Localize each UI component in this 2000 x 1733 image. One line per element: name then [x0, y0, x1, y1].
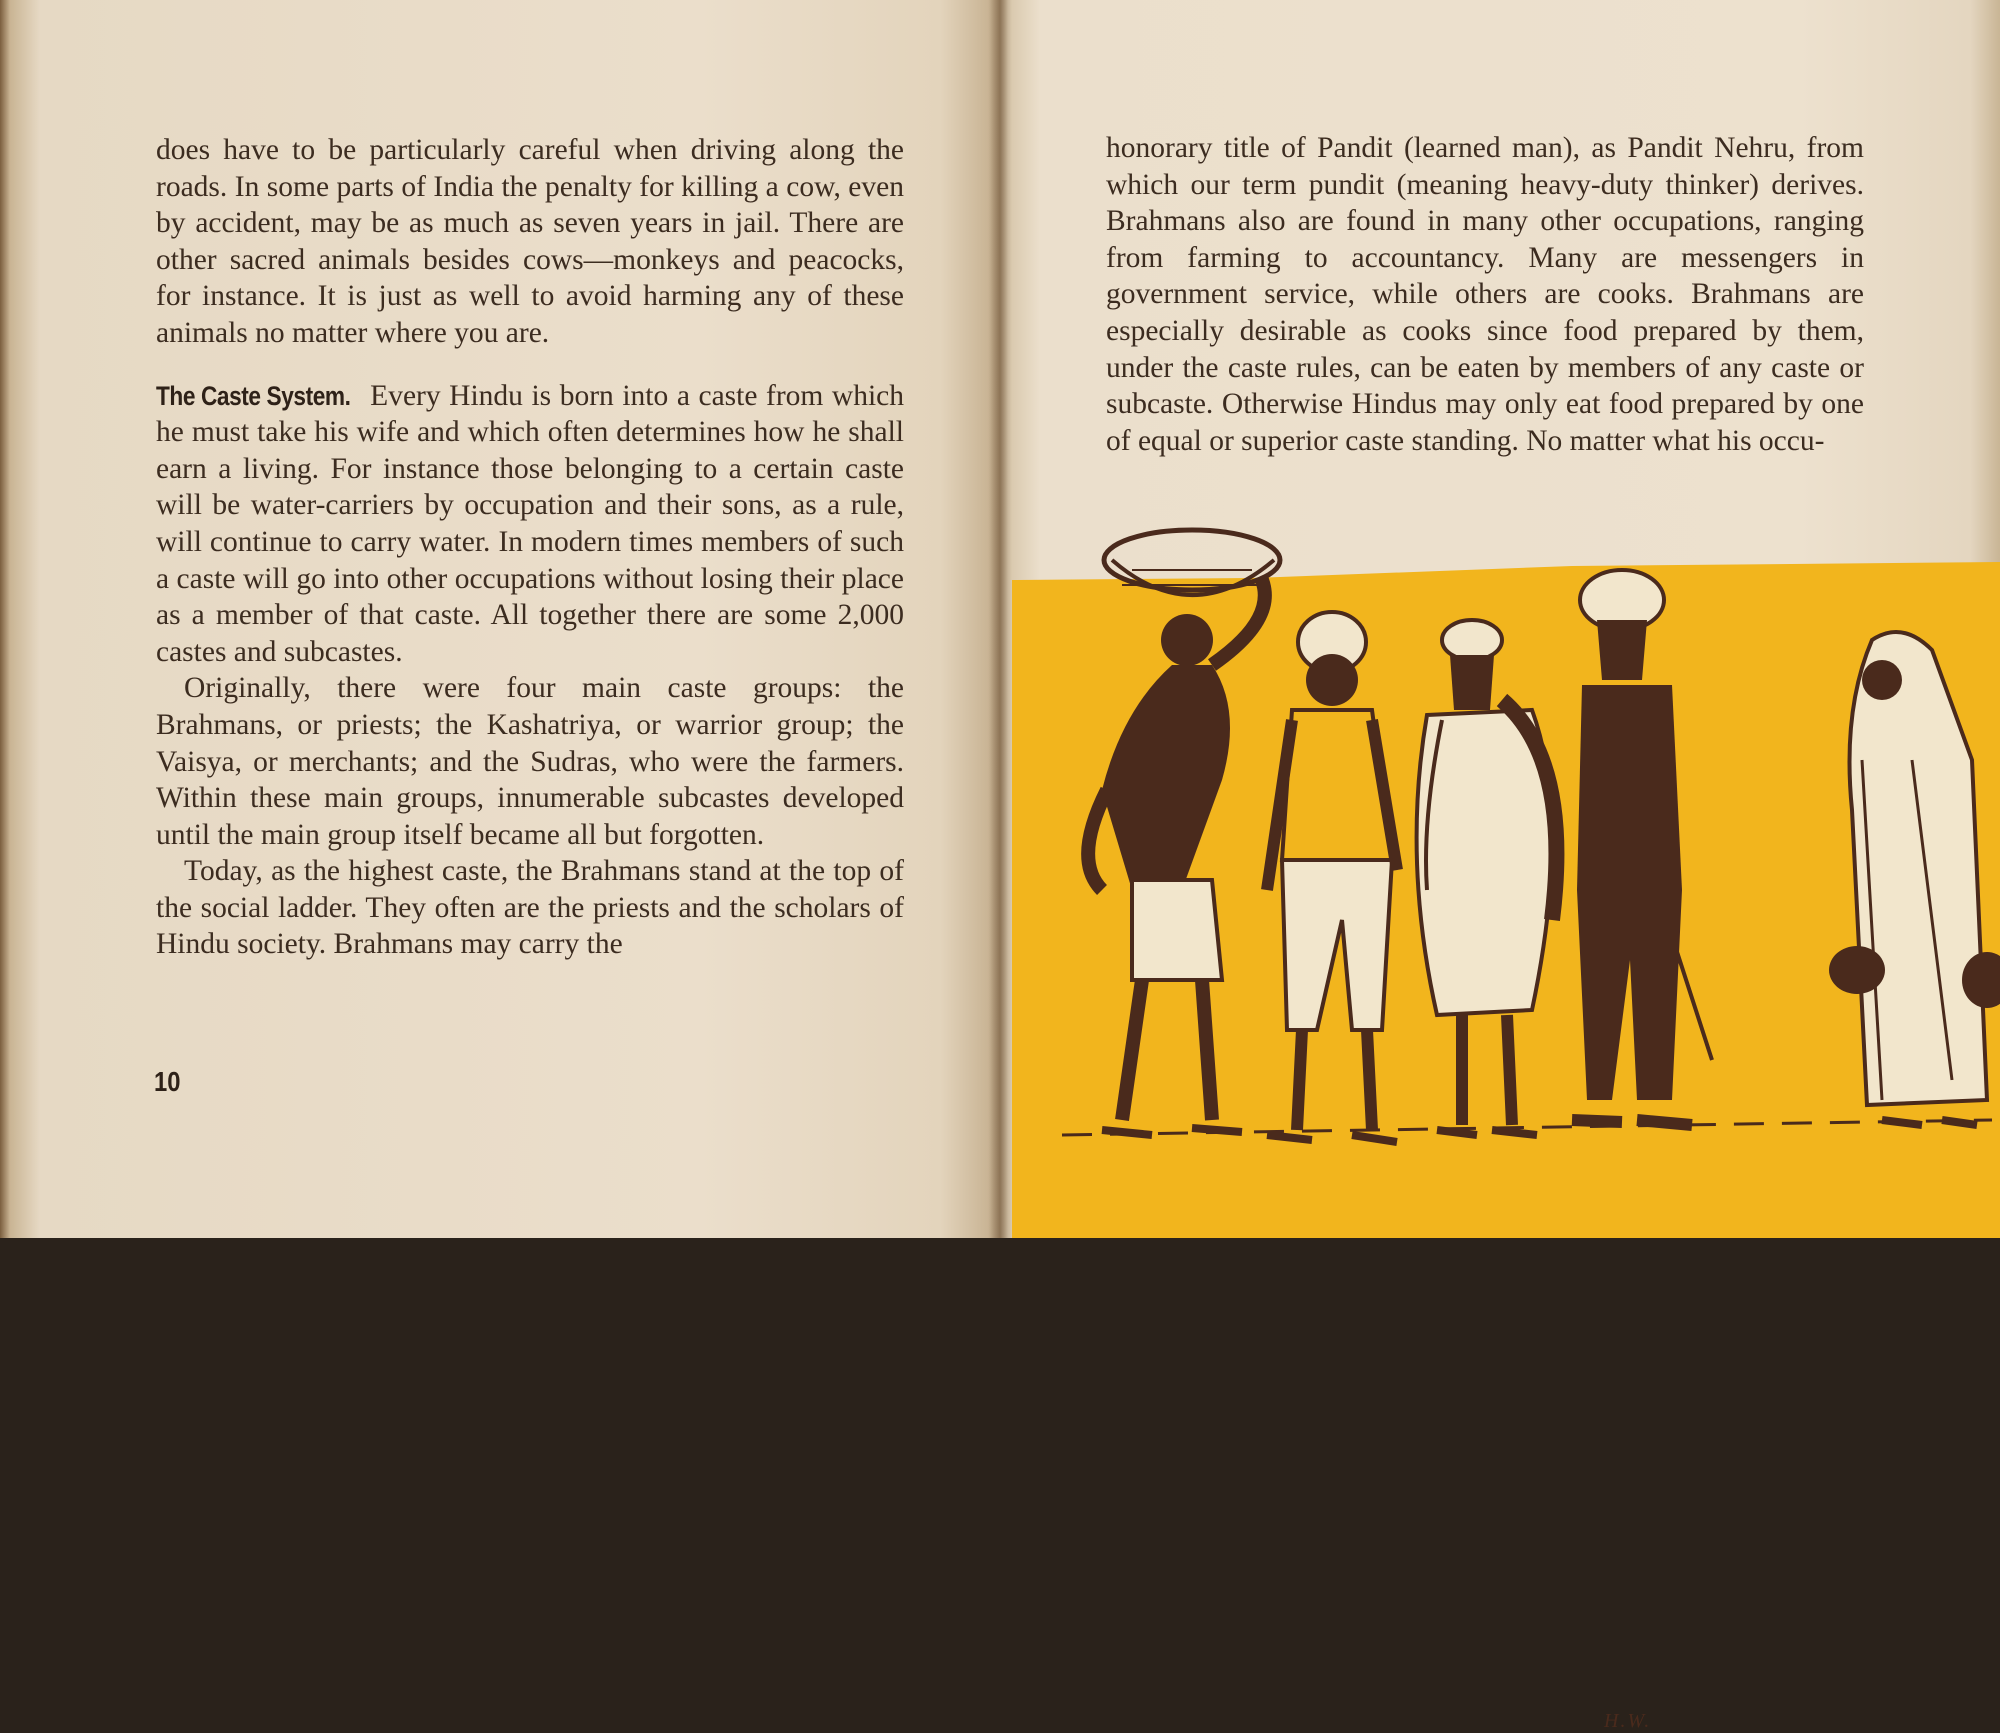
- caste-system-section: [156, 378, 904, 671]
- page-number: 10: [154, 1066, 181, 1097]
- illustrator-signature: H.W.: [1604, 1710, 1652, 1732]
- left-paragraph-4: Today, as the highest caste, the Brahmans stand at the top of the social ladder. They often are the priests and the scholars of Hindu society. Brahmans may carry the: [156, 855, 904, 961]
- illustration-drawing: [1012, 560, 2000, 1238]
- left-page-text: [156, 132, 904, 963]
- right-page: [1000, 0, 2000, 1732]
- caste-figures-illustration: [1012, 560, 2000, 1732]
- right-paragraph-1: honorary title of Pandit (learned man), as Pandit Nehru, from which our term pundit (meaning heavy-duty thinker) derives. Brahmans also are found in many other occupations, ranging from farming to accountancy. Many are messengers in government service, while others are cooks. Brahmans are especially desirable as cooks since food prepared by them, under the caste rules, can be eaten by members of any caste or subcaste. Otherwise Hindus may only eat food prepared by one of equal or superior caste standing. No matter what his occu-: [1106, 132, 1864, 457]
- section-heading: The Caste System.: [156, 380, 351, 411]
- left-page: [0, 0, 1000, 1238]
- left-paragraph-2: Every Hindu is born into a caste from which he must take his wife and which often determines how he shall earn a living. For instance those belonging to a certain caste will be water-carriers by occupation and their sons, as a rule, will continue to carry water. In modern times members of such a caste will go into other occupations without losing their place as a member of that caste. All together there are some 2,000 castes and subcastes.: [156, 379, 904, 668]
- left-paragraph-3: Originally, there were four main caste groups: the Brahmans, or priests; the Kashatriya, or warrior group; the Vaisya, or merchants; and the Sudras, who were the farmers. Within these main groups, innumerable subcastes developed until the main group itself became all but forgotten.: [156, 672, 904, 851]
- right-page-text: [1106, 130, 1864, 459]
- left-paragraph-1: does have to be particularly careful when driving along the roads. In some parts of India the penalty for killing a cow, even by accident, may be as much as seven years in jail. There are other sacred animals besides cows—monkeys and peacocks, for instance. It is just as well to avoid harming any of these animals no matter where you are.: [156, 134, 904, 349]
